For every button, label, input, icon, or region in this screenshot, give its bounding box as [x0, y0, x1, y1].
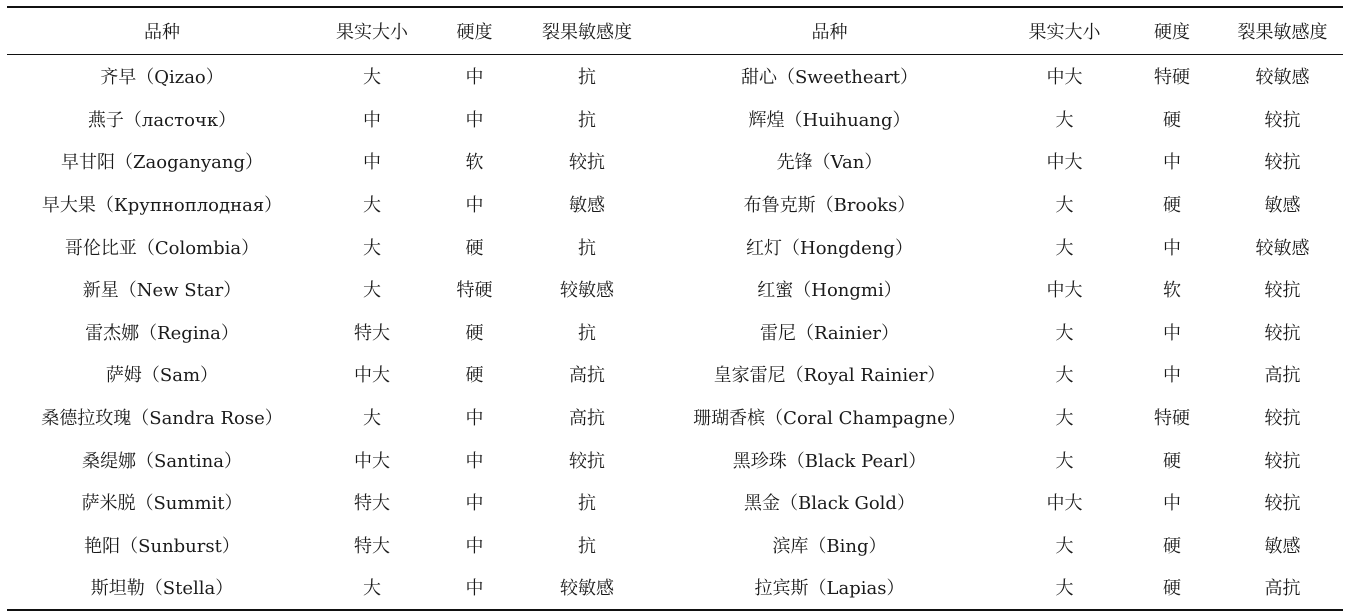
cell-firmness-right: 中 — [1163, 237, 1181, 259]
cell-variety-left: 桑缇娜（Santina） — [82, 450, 242, 472]
table-row — [7, 268, 1343, 311]
cell-variety-left: 燕子（ласточк） — [87, 109, 237, 131]
header-row — [7, 7, 1343, 55]
header-variety-left: 品种 — [144, 22, 180, 43]
header-fruit-size-left: 果实大小 — [336, 22, 408, 43]
cell-cracking-sensitivity-left: 抗 — [578, 493, 596, 515]
table-row — [7, 183, 1343, 226]
cell-firmness-left: 硬 — [465, 237, 484, 259]
cell-variety-right: 滨库（Bing） — [772, 535, 887, 557]
cell-fruit-size-right: 大 — [1055, 578, 1074, 600]
header-cracking-sensitivity-left: 裂果敏感度 — [542, 22, 632, 43]
cell-variety-right: 黑金（Black Gold） — [744, 493, 915, 515]
cell-cracking-sensitivity-right: 高抗 — [1264, 578, 1301, 600]
cell-fruit-size-left: 中 — [363, 109, 381, 131]
cell-fruit-size-left: 大 — [363, 195, 381, 217]
cell-variety-right: 布鲁克斯（Brooks） — [743, 195, 916, 217]
table-row — [7, 225, 1343, 268]
cell-cracking-sensitivity-left: 抗 — [578, 67, 596, 89]
table-row — [7, 438, 1343, 481]
table-row — [7, 55, 1343, 98]
cell-fruit-size-left: 大 — [363, 67, 381, 89]
cell-fruit-size-right: 大 — [1055, 450, 1074, 472]
table-row — [7, 98, 1343, 141]
cell-cracking-sensitivity-left: 抗 — [578, 322, 596, 344]
header-fruit-size-right: 果实大小 — [1028, 22, 1101, 43]
cell-firmness-left: 中 — [465, 67, 484, 89]
cell-firmness-left: 中 — [465, 195, 484, 217]
cell-cracking-sensitivity-right: 高抗 — [1264, 365, 1301, 387]
cell-fruit-size-left: 大 — [363, 408, 381, 430]
header-firmness-left: 硬度 — [456, 22, 493, 43]
cell-firmness-right: 中 — [1163, 322, 1181, 344]
cell-fruit-size-right: 中大 — [1046, 67, 1083, 89]
cell-cracking-sensitivity-left: 较抗 — [569, 152, 605, 174]
cell-variety-right: 红灯（Hongdeng） — [746, 237, 913, 259]
cell-cracking-sensitivity-right: 较抗 — [1264, 152, 1301, 174]
table-row — [7, 311, 1343, 354]
cell-cracking-sensitivity-left: 抗 — [578, 237, 596, 259]
cell-fruit-size-left: 大 — [363, 237, 381, 259]
cell-firmness-left: 硬 — [465, 322, 484, 344]
cell-cracking-sensitivity-right: 较抗 — [1264, 280, 1301, 302]
cell-firmness-right: 中 — [1163, 365, 1181, 387]
cell-firmness-right: 中 — [1163, 493, 1181, 515]
cell-fruit-size-left: 特大 — [354, 322, 390, 344]
cell-firmness-left: 硬 — [465, 365, 484, 387]
cell-firmness-right: 硬 — [1163, 109, 1181, 131]
cell-cracking-sensitivity-left: 高抗 — [569, 408, 605, 430]
cell-variety-right: 皇家雷尼（Royal Rainier） — [713, 365, 946, 387]
cell-fruit-size-right: 中大 — [1046, 493, 1083, 515]
table-row — [7, 481, 1343, 524]
cell-fruit-size-left: 中大 — [354, 450, 390, 472]
cell-firmness-left: 中 — [465, 578, 484, 600]
cell-fruit-size-right: 中大 — [1046, 152, 1083, 174]
cell-fruit-size-left: 中 — [363, 152, 381, 174]
cell-firmness-right: 硬 — [1163, 450, 1181, 472]
cell-firmness-left: 软 — [465, 152, 484, 174]
cell-fruit-size-left: 特大 — [354, 535, 390, 557]
cell-cracking-sensitivity-right: 较抗 — [1264, 322, 1301, 344]
cell-firmness-right: 特硬 — [1154, 67, 1190, 89]
cell-fruit-size-right: 大 — [1055, 322, 1074, 344]
table-row — [7, 353, 1343, 396]
table-header — [7, 7, 1343, 55]
header-cracking-sensitivity-right: 裂果敏感度 — [1237, 22, 1328, 43]
cell-firmness-left: 中 — [465, 450, 484, 472]
cell-firmness-right: 硬 — [1163, 578, 1181, 600]
cell-cracking-sensitivity-right: 较抗 — [1264, 493, 1301, 515]
table-row — [7, 566, 1343, 610]
cell-firmness-left: 特硬 — [456, 280, 493, 302]
cell-fruit-size-right: 大 — [1055, 237, 1074, 259]
cell-fruit-size-right: 大 — [1055, 365, 1074, 387]
cell-fruit-size-right: 大 — [1055, 535, 1074, 557]
cell-firmness-left: 中 — [465, 493, 484, 515]
cell-variety-right: 先锋（Van） — [776, 152, 883, 174]
cell-firmness-left: 中 — [465, 535, 484, 557]
table-row — [7, 524, 1343, 567]
cell-variety-right: 红蜜（Hongmi） — [757, 280, 902, 302]
cell-variety-left: 雷杰娜（Regina） — [85, 322, 239, 344]
cell-cracking-sensitivity-right: 较抗 — [1264, 408, 1301, 430]
cell-fruit-size-left: 特大 — [354, 493, 390, 515]
cell-cracking-sensitivity-left: 高抗 — [569, 365, 605, 387]
cell-variety-left: 早甘阳（Zaoganyang） — [61, 152, 263, 174]
cell-firmness-right: 硬 — [1163, 195, 1181, 217]
cell-variety-left: 新星（New Star） — [82, 280, 242, 302]
table-row — [7, 140, 1343, 183]
cell-variety-right: 辉煌（Huihuang） — [748, 109, 911, 131]
cell-firmness-left: 中 — [465, 109, 484, 131]
cell-variety-right: 拉宾斯（Lapias） — [754, 578, 905, 600]
cherry-variety-table — [7, 6, 1343, 611]
table-body — [7, 55, 1343, 610]
cell-variety-left: 萨米脱（Summit） — [81, 493, 243, 515]
cell-variety-left: 萨姆（Sam） — [105, 365, 219, 387]
cell-variety-left: 早大果（Крупноплодная） — [41, 195, 283, 217]
cell-variety-right: 雷尼（Rainier） — [759, 322, 900, 344]
table-row — [7, 396, 1343, 439]
cell-firmness-left: 中 — [465, 408, 484, 430]
cell-cracking-sensitivity-right: 敏感 — [1264, 535, 1301, 557]
cell-variety-left: 哥伦比亚（Colombia） — [64, 237, 260, 259]
cell-cracking-sensitivity-right: 较敏感 — [1255, 237, 1310, 259]
header-variety-right: 品种 — [811, 22, 848, 43]
cell-variety-right: 甜心（Sweetheart） — [740, 67, 919, 89]
cell-cracking-sensitivity-right: 较敏感 — [1255, 67, 1310, 89]
cell-fruit-size-right: 大 — [1055, 408, 1074, 430]
cell-cracking-sensitivity-left: 敏感 — [569, 195, 605, 217]
cell-fruit-size-right: 大 — [1055, 109, 1074, 131]
cell-variety-right: 珊瑚香槟（Coral Champagne） — [693, 408, 966, 430]
cell-variety-left: 艳阳（Sunburst） — [84, 535, 240, 557]
cell-firmness-right: 软 — [1163, 280, 1181, 302]
cell-cracking-sensitivity-right: 敏感 — [1264, 195, 1301, 217]
cell-variety-left: 斯坦勒（Stella） — [90, 578, 234, 600]
cell-fruit-size-right: 大 — [1055, 195, 1074, 217]
cell-fruit-size-left: 大 — [363, 280, 381, 302]
cell-cracking-sensitivity-right: 较抗 — [1264, 450, 1301, 472]
cell-cracking-sensitivity-left: 抗 — [578, 109, 596, 131]
cell-variety-left: 桑德拉玫瑰（Sandra Rose） — [41, 408, 283, 430]
cherry-variety-table-container — [7, 6, 1343, 611]
cell-cracking-sensitivity-right: 较抗 — [1264, 109, 1301, 131]
cell-variety-left: 齐早（Qizao） — [100, 67, 224, 89]
cell-cracking-sensitivity-left: 抗 — [578, 535, 596, 557]
cell-firmness-right: 特硬 — [1154, 408, 1190, 430]
cell-cracking-sensitivity-left: 较抗 — [569, 450, 605, 472]
header-firmness-right: 硬度 — [1154, 22, 1190, 43]
cell-firmness-right: 硬 — [1163, 535, 1181, 557]
cell-cracking-sensitivity-left: 较敏感 — [560, 280, 614, 302]
cell-fruit-size-right: 中大 — [1046, 280, 1083, 302]
cell-fruit-size-left: 中大 — [354, 365, 390, 387]
cell-cracking-sensitivity-left: 较敏感 — [560, 578, 614, 600]
cell-variety-right: 黑珍珠（Black Pearl） — [732, 450, 927, 472]
cell-firmness-right: 中 — [1163, 152, 1181, 174]
cell-fruit-size-left: 大 — [363, 578, 381, 600]
